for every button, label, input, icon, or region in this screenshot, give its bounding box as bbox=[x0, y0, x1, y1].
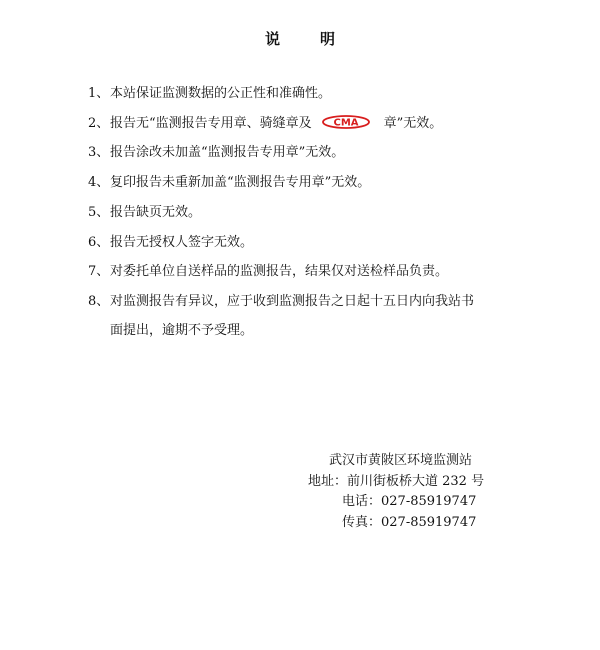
list-item bbox=[88, 198, 528, 228]
contact-block bbox=[308, 451, 528, 533]
list-item bbox=[88, 257, 528, 287]
item-text: 本站保证监测数据的公正性和准确性。 bbox=[110, 86, 332, 101]
item-number: 1、 bbox=[88, 86, 110, 101]
item-text: 报告涂改未加盖“监测报告专用章”无效。 bbox=[110, 145, 345, 161]
item-number: 4、 bbox=[88, 175, 110, 191]
item-text-after: 章”无效。 bbox=[383, 115, 443, 131]
list-item bbox=[88, 138, 528, 168]
item-text: 报告缺页无效。 bbox=[110, 204, 202, 220]
fax-line: 传真：027-85919747 bbox=[342, 514, 477, 530]
item-number: 2、 bbox=[88, 115, 110, 131]
list-item bbox=[88, 79, 528, 109]
list-item bbox=[88, 287, 528, 317]
list-item bbox=[88, 168, 528, 198]
list-item bbox=[88, 109, 528, 139]
notes-list bbox=[88, 79, 528, 345]
item-number: 7、 bbox=[88, 264, 110, 280]
item-text: 复印报告未重新加盖“监测报告专用章”无效。 bbox=[110, 175, 371, 191]
item-number: 5、 bbox=[88, 204, 110, 220]
item-number: 3、 bbox=[88, 145, 110, 161]
list-item-continuation: 面提出，逾期不予受理。 bbox=[110, 322, 254, 338]
address-line: 地址：前川街板桥大道 232 号 bbox=[308, 473, 485, 489]
phone-line: 电话：027-85919747 bbox=[342, 494, 477, 509]
item-text: 报告无“监测报告专用章、骑缝章及 bbox=[110, 115, 312, 131]
page-title bbox=[0, 28, 600, 49]
list-item bbox=[88, 228, 528, 258]
item-text: 对委托单位自送样品的监测报告，结果仅对送检样品负责。 bbox=[110, 264, 449, 280]
cma-logo-text: CMA bbox=[333, 117, 359, 129]
item-number: 6、 bbox=[88, 234, 110, 250]
title-char-right: 明 bbox=[320, 30, 336, 48]
item-text: 对监测报告有异议，应于收到监测报告之日起十五日内向我站书 bbox=[110, 293, 475, 309]
title-char-left: 说 bbox=[264, 30, 280, 48]
item-number: 8、 bbox=[88, 293, 110, 309]
organization-name: 武汉市黄陂区环境监测站 bbox=[329, 453, 473, 468]
item-text: 报告无授权人签字无效。 bbox=[110, 234, 254, 250]
cma-logo-icon bbox=[322, 115, 370, 129]
